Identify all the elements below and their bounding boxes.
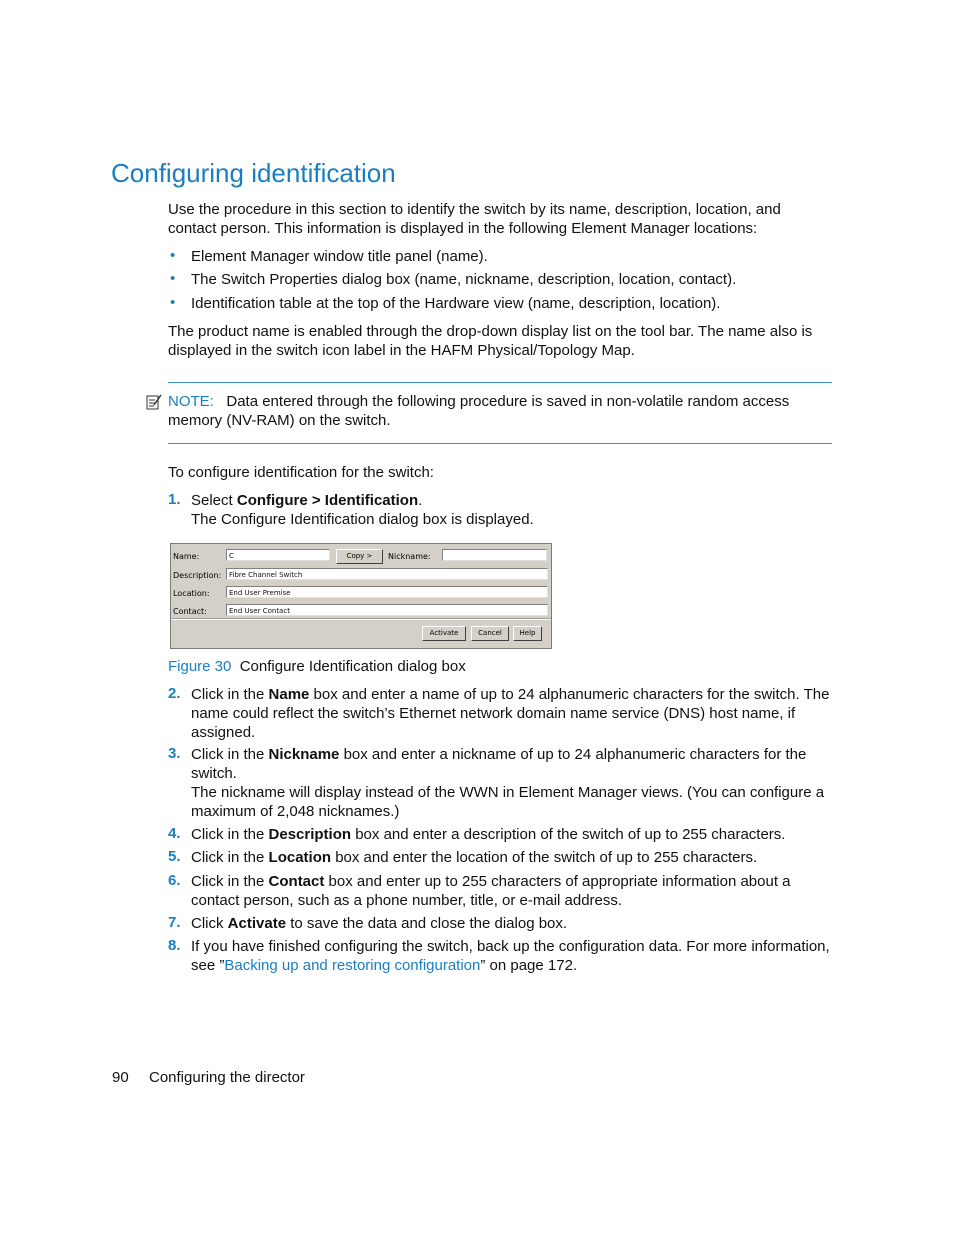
bullet-marker: • xyxy=(170,247,176,264)
configure-identification-dialog xyxy=(170,543,552,649)
step-text: box and enter a description of the switch of up to 255 characters. xyxy=(351,826,786,843)
dialog-separator-highlight xyxy=(171,619,551,620)
figure-caption xyxy=(168,657,808,676)
description-input[interactable]: Fibre Channel Switch xyxy=(226,568,548,580)
step-number: 2. xyxy=(168,685,181,702)
step-text: If you have finished configuring the switch, back up the configuration data. For more information, see ” xyxy=(191,938,830,974)
footer-section: Configuring the director xyxy=(149,1069,305,1086)
note-text xyxy=(168,392,808,430)
step-number: 3. xyxy=(168,745,181,762)
step-text: Click in the xyxy=(191,849,269,866)
copy-button[interactable]: Copy > xyxy=(336,549,383,564)
step-number: 5. xyxy=(168,848,181,865)
contact-label: Contact: xyxy=(173,607,207,616)
step-text: box and enter up to 255 characters of appropriate information about a contact person, such as a phone number, title, or e-mail address. xyxy=(191,873,791,909)
bullet-item: Identification table at the top of the Hardware view (name, description, location). xyxy=(191,295,721,312)
step-6 xyxy=(191,872,836,910)
step-bold: Configure > Identification xyxy=(236,492,419,509)
figure-caption-text: Configure Identification dialog box xyxy=(239,658,466,675)
note-rule-bottom xyxy=(168,443,832,444)
bullet-item: Element Manager window title panel (name). xyxy=(191,248,488,265)
note-icon xyxy=(145,393,163,416)
backing-up-link[interactable]: Backing up and restoring configuration xyxy=(224,957,481,974)
lead-in: To configure identification for the switch: xyxy=(168,464,434,481)
help-button[interactable]: Help xyxy=(513,626,542,641)
step-text: Click in the xyxy=(191,746,269,763)
page-title: Configuring identification xyxy=(111,158,396,188)
step-number: 6. xyxy=(168,872,181,889)
step-2 xyxy=(191,685,836,742)
step-bold: Location xyxy=(268,849,332,866)
note-rule-top xyxy=(168,382,832,383)
nickname-input[interactable] xyxy=(442,549,547,561)
step-subtext: The nickname will display instead of the WWN in Element Manager views. (You can configure a maximum of 2,048 nicknames.) xyxy=(191,784,825,820)
location-input[interactable]: End User Premise xyxy=(226,586,548,598)
nickname-label: Nickname: xyxy=(388,552,431,561)
step-text: Click in the xyxy=(191,826,269,843)
name-input[interactable]: C xyxy=(226,549,330,561)
product-paragraph: The product name is enabled through the drop-down display list on the tool bar. The name also is displayed in the switch icon label in the HAFM Physical/Topology Map. xyxy=(168,323,813,359)
cancel-button[interactable]: Cancel xyxy=(471,626,509,641)
step-text: Click in the xyxy=(191,873,269,890)
note-label: NOTE: xyxy=(168,393,214,410)
step-text: Click in the xyxy=(191,686,269,703)
step-text: to save the data and close the dialog box. xyxy=(286,915,568,932)
step-text: box and enter a name of up to 24 alphanumeric characters for the switch. The name could reflect the switch’s Ethernet network domain name service (DNS) host name, if assigned. xyxy=(191,686,830,741)
note-body: Data entered through the following procedure is saved in non-volatile random access memory (NV-RAM) on the switch. xyxy=(168,393,790,429)
step-text: . xyxy=(418,492,423,509)
step-1 xyxy=(191,491,836,529)
step-number: 4. xyxy=(168,825,181,842)
step-text: box and enter the location of the switch of up to 255 characters. xyxy=(331,849,758,866)
step-text: ” on page 172. xyxy=(480,957,578,974)
bullet-marker: • xyxy=(170,270,176,287)
step-number: 8. xyxy=(168,937,181,954)
bullet-marker: • xyxy=(170,294,176,311)
step-5 xyxy=(191,848,836,867)
step-bold: Name xyxy=(268,686,310,703)
step-bold: Description xyxy=(268,826,352,843)
step-4 xyxy=(191,825,836,844)
step-text: Click xyxy=(191,915,228,932)
step-text: box and enter a nickname of up to 24 alphanumeric characters for the switch. xyxy=(191,746,807,782)
step-number: 1. xyxy=(168,491,181,508)
intro-paragraph: Use the procedure in this section to identify the switch by its name, description, location, and contact person. This information is displayed in the following Element Manager locations: xyxy=(168,201,781,237)
step-8 xyxy=(191,937,836,975)
description-label: Description: xyxy=(173,571,222,580)
step-bold: Activate xyxy=(227,915,287,932)
activate-button[interactable]: Activate xyxy=(422,626,466,641)
step-number: 7. xyxy=(168,914,181,931)
figure-label: Figure 30 xyxy=(168,658,232,675)
name-label: Name: xyxy=(173,552,200,561)
step-7 xyxy=(191,914,836,933)
step-bold: Contact xyxy=(268,873,325,890)
contact-input[interactable]: End User Contact xyxy=(226,604,548,616)
location-label: Location: xyxy=(173,589,210,598)
bullet-item: The Switch Properties dialog box (name, nickname, description, location, contact). xyxy=(191,271,737,288)
step-bold: Nickname xyxy=(268,746,340,763)
step-3 xyxy=(191,745,836,821)
page-number: 90 xyxy=(112,1069,129,1086)
step-text: Select xyxy=(191,492,237,509)
step-subtext: The Configure Identification dialog box is displayed. xyxy=(191,511,534,528)
